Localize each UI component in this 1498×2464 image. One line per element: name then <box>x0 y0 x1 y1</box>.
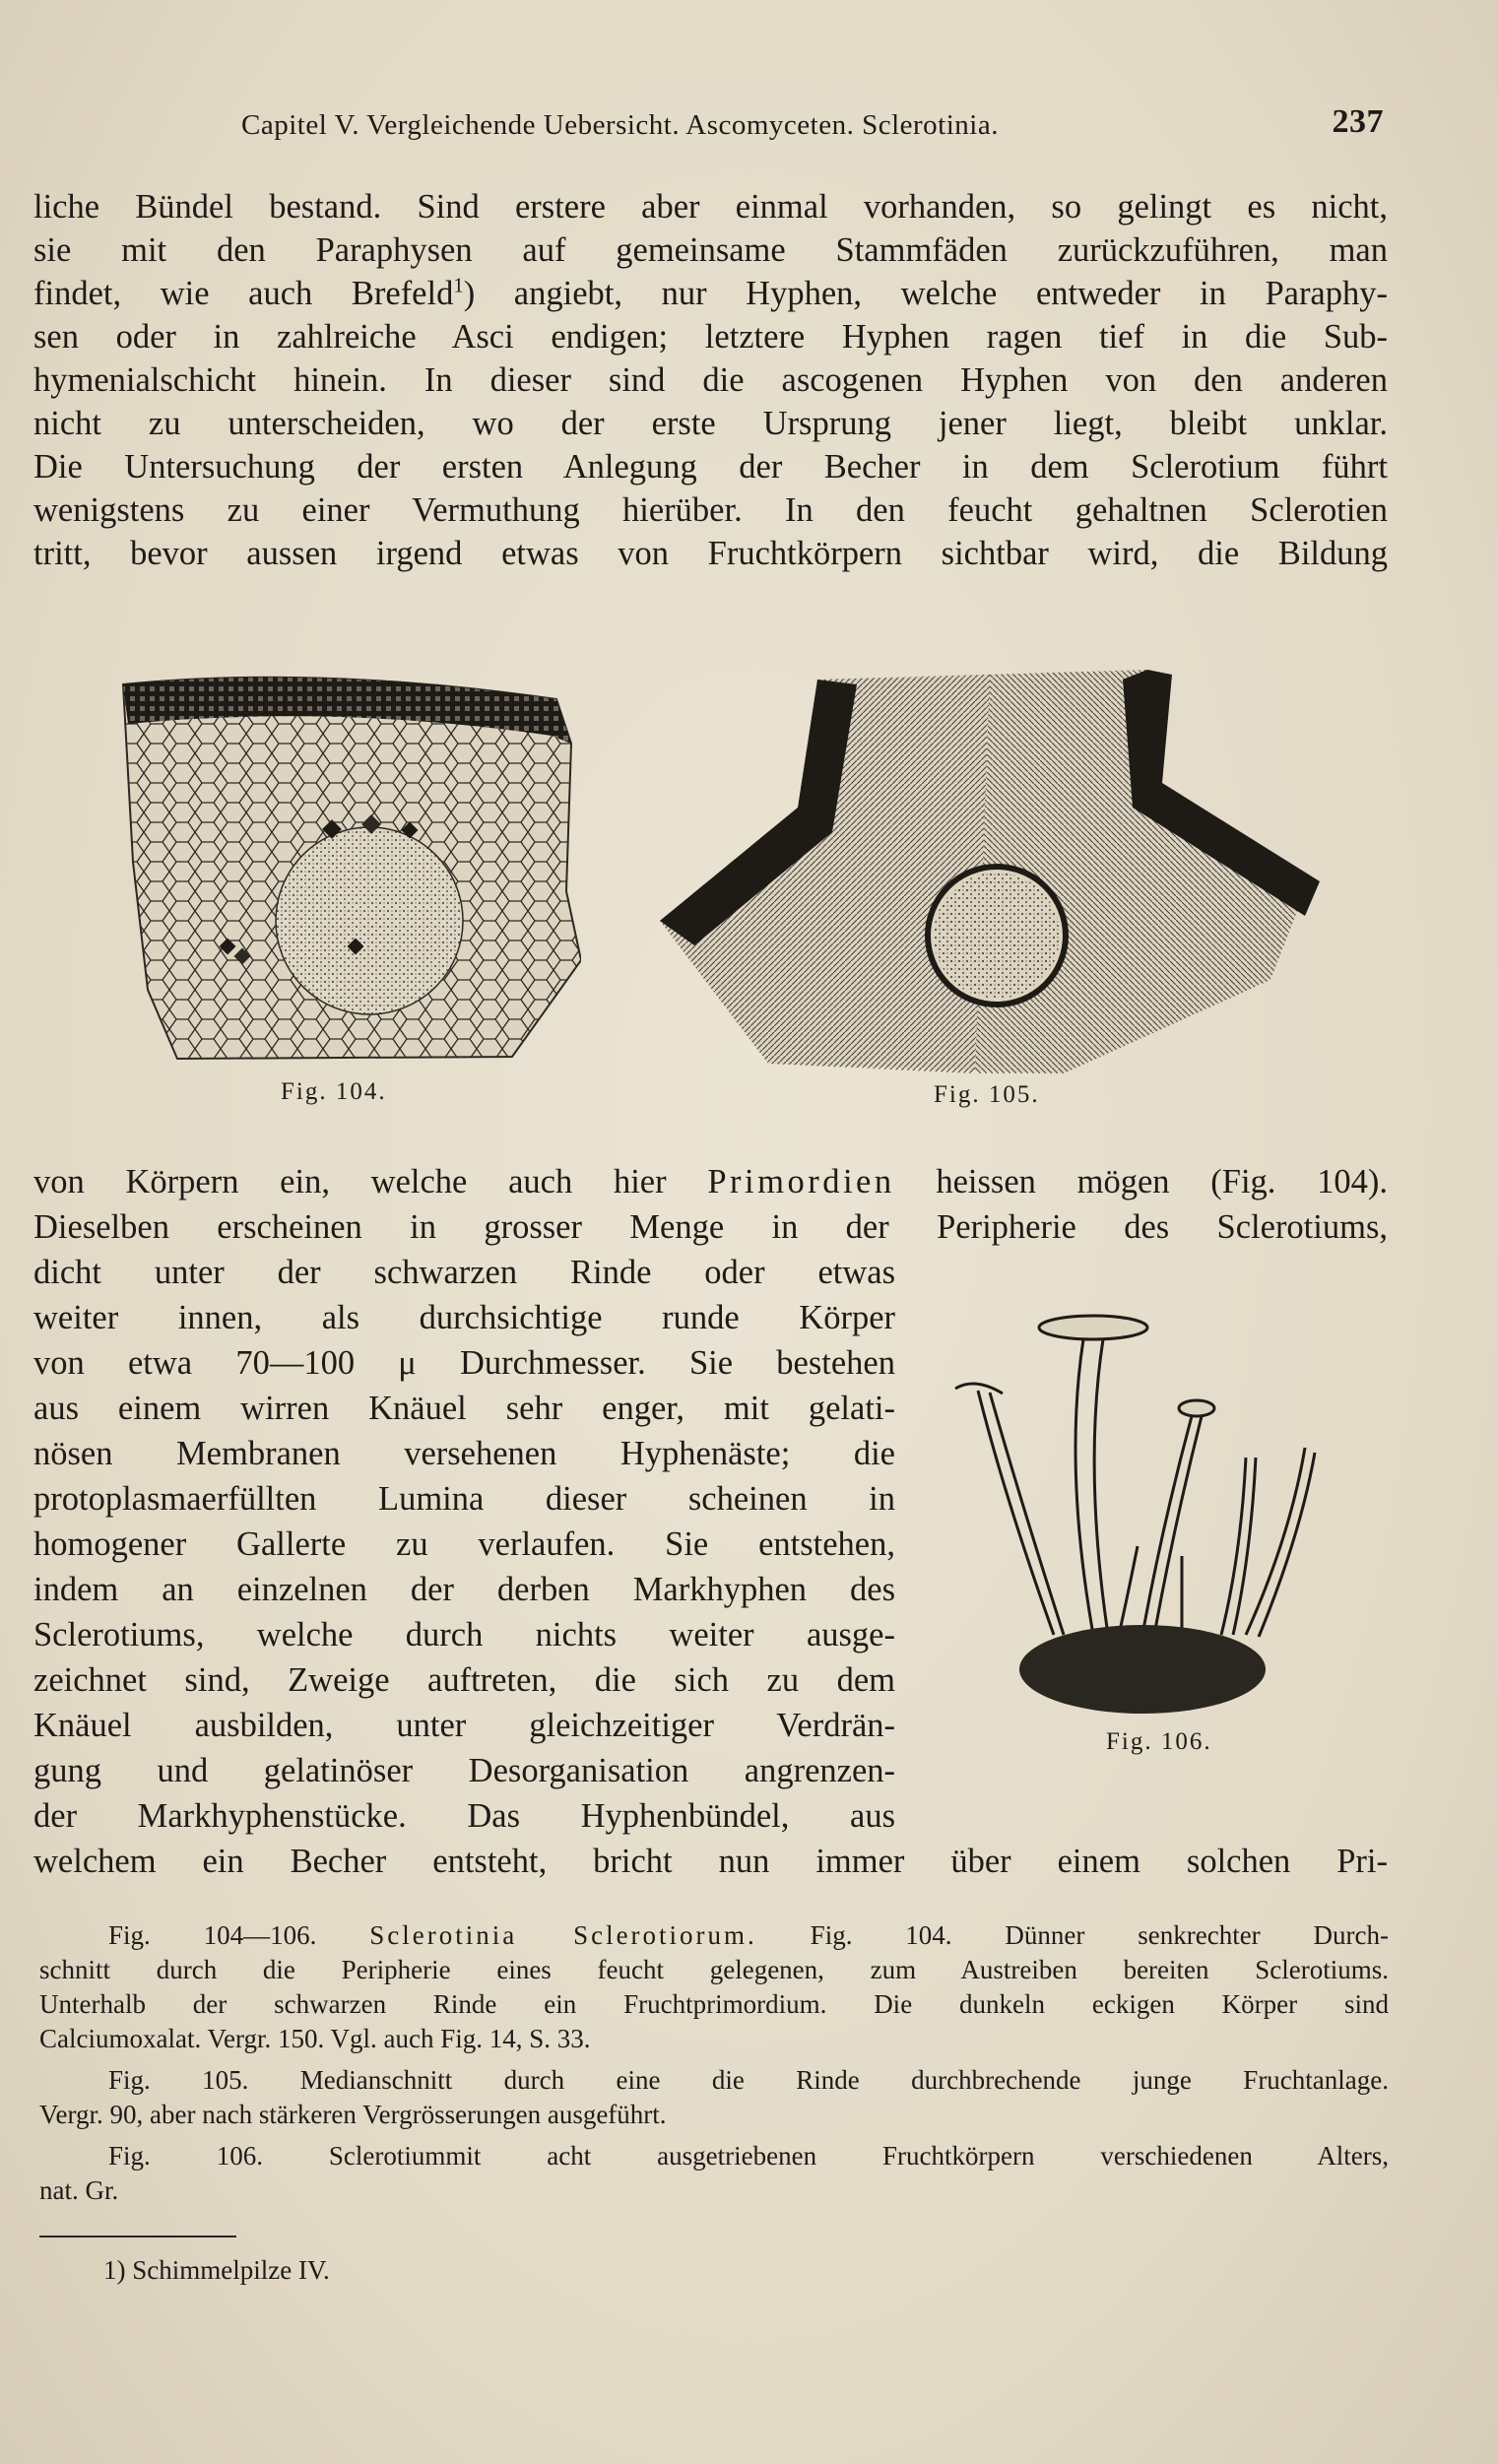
body-line: Dieselben erscheinen in grosser Menge in der Peripherie des Sclerotiums, <box>33 1208 1388 1246</box>
body-line: liche Bündel bestand. Sind erstere aber einmal vorhanden, so gelingt es nicht, <box>33 188 1388 226</box>
body-line: nicht zu unterscheiden, wo der erste Ursprung jener liegt, bleibt unklar. <box>33 405 1388 442</box>
body-line: tritt, bevor aussen irgend etwas von Fruchtkörpern sichtbar wird, die Bildung <box>33 535 1388 572</box>
body-line: aus einem wirren Knäuel sehr enger, mit gelati- <box>33 1390 895 1427</box>
body-line: sen oder in zahlreiche Asci endigen; letztere Hyphen ragen tief in die Sub- <box>33 318 1388 356</box>
figure-caption-line: nat. Gr. <box>39 2175 119 2205</box>
body-line <box>33 1160 1388 1203</box>
body-line: nösen Membranen versehenen Hyphenäste; die <box>33 1435 895 1472</box>
running-header <box>241 103 1384 151</box>
body-line: gung und gelatinöser Desorganisation angrenzen- <box>33 1752 895 1789</box>
figure-caption-line: Unterhalb der schwarzen Rinde ein Fruchtprimordium. Die dunkeln eckigen Körper sind <box>39 1989 1389 2019</box>
body-line <box>33 272 1388 315</box>
figure-caption-line: Fig. 105. Medianschnitt durch eine die Rinde durchbrechende junge Fruchtanlage. <box>108 2065 1389 2095</box>
footnote-ref: 1 <box>453 275 464 297</box>
body-line: welchem ein Becher entsteht, bricht nun immer über einem solchen Pri- <box>33 1843 1388 1880</box>
footnote: 1) Schimmelpilze IV. <box>103 2255 330 2285</box>
body-line: sie mit den Paraphysen auf gemeinsame Stammfäden zurückzuführen, man <box>33 231 1388 269</box>
figure-caption-line: schnitt durch die Peripherie eines feucht gelegenen, zum Austreiben bereiten Sclerotiums. <box>39 1955 1389 1984</box>
body-line: Knäuel ausbilden, unter gleichzeitiger Verdrän- <box>33 1707 895 1744</box>
text-span: findet, wie auch Brefeld <box>33 275 454 312</box>
fig-105-label: Fig. 105. <box>934 1081 1040 1108</box>
figure-caption-line <box>108 1918 1389 1952</box>
body-line: weiter innen, als durchsichtige runde Körper <box>33 1299 895 1336</box>
fig-106-label: Fig. 106. <box>1106 1728 1212 1755</box>
figure-caption-line: Fig. 106. Sclerotiummit acht ausgetriebenen Fruchtkörpern verschiedenen Alters, <box>108 2141 1389 2171</box>
header-title: Capitel V. Vergleichende Uebersicht. Ascomyceten. Sclerotinia. <box>241 109 999 141</box>
body-line: von etwa 70—100 μ Durchmesser. Sie bestehen <box>33 1344 895 1382</box>
page-number: 237 <box>1332 103 1384 140</box>
text-span: ) angiebt, nur Hyphen, welche entweder in Paraphy- <box>463 275 1388 312</box>
emphasis-span: Primordien <box>707 1163 895 1200</box>
text-span: von Körpern ein, welche auch hier <box>33 1163 708 1200</box>
body-line: Sclerotiums, welche durch nichts weiter ausge- <box>33 1616 895 1653</box>
figure-105-illustration <box>650 660 1320 1073</box>
text-span: Fig. 104. Dünner senkrechter Durch- <box>756 1920 1390 1950</box>
body-line: Die Untersuchung der ersten Anlegung der Becher in dem Sclerotium führt <box>33 448 1388 486</box>
body-line: der Markhyphenstücke. Das Hyphenbündel, aus <box>33 1797 895 1835</box>
figure-106-illustration <box>945 1300 1339 1733</box>
body-line: indem an einzelnen der derben Markhyphen des <box>33 1571 895 1608</box>
text-span: heissen mögen (Fig. 104). <box>894 1163 1388 1200</box>
body-line: wenigstens zu einer Vermuthung hierüber. In den feucht gehaltnen Sclerotien <box>33 491 1388 529</box>
body-line: dicht unter der schwarzen Rinde oder etwas <box>33 1254 895 1291</box>
footnote-rule <box>39 2236 236 2237</box>
text-span: Fig. 104—106. <box>108 1920 370 1950</box>
fig-104-label: Fig. 104. <box>281 1078 387 1105</box>
figure-104-illustration <box>118 665 581 1069</box>
figure-caption-line: Calciumoxalat. Vergr. 150. Vgl. auch Fig. 14, S. 33. <box>39 2024 591 2053</box>
emphasis-span: Sclerotinia Sclerotiorum. <box>369 1920 757 1950</box>
body-line: zeichnet sind, Zweige auftreten, die sich zu dem <box>33 1661 895 1699</box>
body-line: hymenialschicht hinein. In dieser sind die ascogenen Hyphen von den anderen <box>33 361 1388 399</box>
figure-caption-line: Vergr. 90, aber nach stärkeren Vergrösserungen ausgeführt. <box>39 2100 667 2129</box>
body-line: homogener Gallerte zu verlaufen. Sie entstehen, <box>33 1525 895 1563</box>
body-line: protoplasmaerfüllten Lumina dieser scheinen in <box>33 1480 895 1518</box>
